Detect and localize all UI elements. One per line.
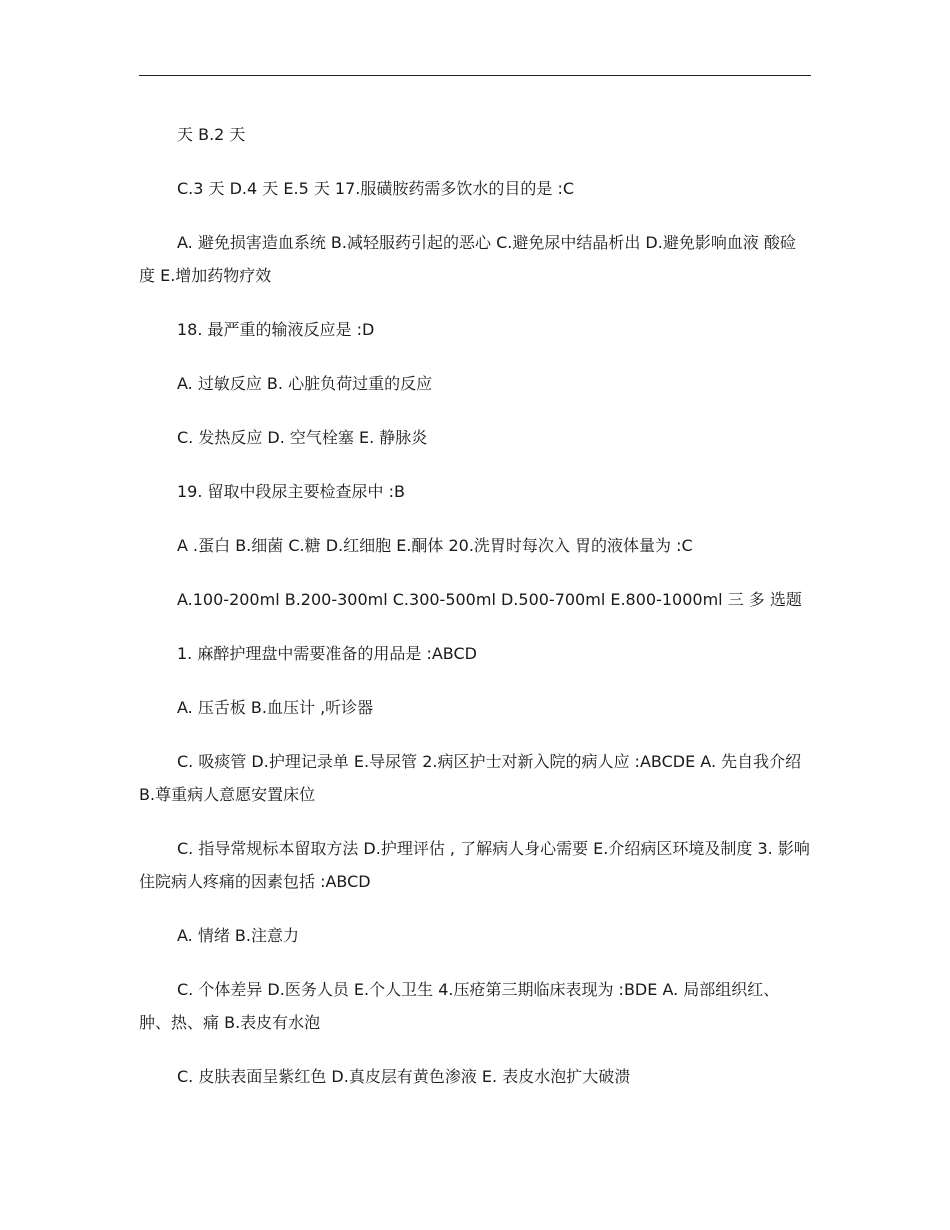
paragraph: A. 情绪 B.注意力	[177, 926, 299, 945]
paragraph: C.3 天 D.4 天 E.5 天 17.服磺胺药需多饮水的目的是 :C	[177, 179, 575, 198]
paragraph: C. 吸痰管 D.护理记录单 E.导尿管 2.病区护士对新入院的病人应 :ABCDE A. 先自我介绍 B.尊重病人意愿安置床位	[139, 752, 802, 804]
paragraph: C. 发热反应 D. 空气栓塞 E. 静脉炎	[177, 428, 428, 447]
paragraph: 19. 留取中段尿主要检查尿中 :B	[177, 482, 405, 501]
paragraph: A.100-200ml B.200-300ml C.300-500ml D.500-700ml E.800-1000ml 三 多 选题	[177, 590, 802, 609]
paragraph: A .蛋白 B.细菌 C.糖 D.红细胞 E.酮体 20.洗胃时每次入 胃的液体量为 :C	[177, 536, 693, 555]
paragraph: 18. 最严重的输液反应是 :D	[177, 320, 375, 339]
paragraph: C. 皮肤表面呈紫红色 D.真皮层有黄色渗液 E. 表皮水泡扩大破溃	[177, 1067, 631, 1086]
paragraph: A. 过敏反应 B. 心脏负荷过重的反应	[177, 374, 433, 393]
paragraph: 天 B.2 天	[177, 125, 246, 144]
document-body	[139, 118, 811, 1114]
paragraph: A. 压舌板 B.血压计 ,听诊器	[177, 698, 374, 717]
paragraph: C. 个体差异 D.医务人员 E.个人卫生 4.压疮第三期临床表现为 :BDE A. 局部组织红、肿、热、痛 B.表皮有水泡	[139, 980, 780, 1032]
paragraph: 1. 麻醉护理盘中需要准备的用品是 :ABCD	[177, 644, 477, 663]
paragraph: C. 指导常规标本留取方法 D.护理评估 , 了解病人身心需要 E.介绍病区环境及制度 3. 影响住院病人疼痛的因素包括 :ABCD	[139, 839, 810, 891]
paragraph: A. 避免损害造血系统 B.减轻服药引起的恶心 C.避免尿中结晶析出 D.避免影响血液 酸硷度 E.增加药物疗效	[139, 233, 796, 285]
header-rule	[139, 75, 811, 76]
